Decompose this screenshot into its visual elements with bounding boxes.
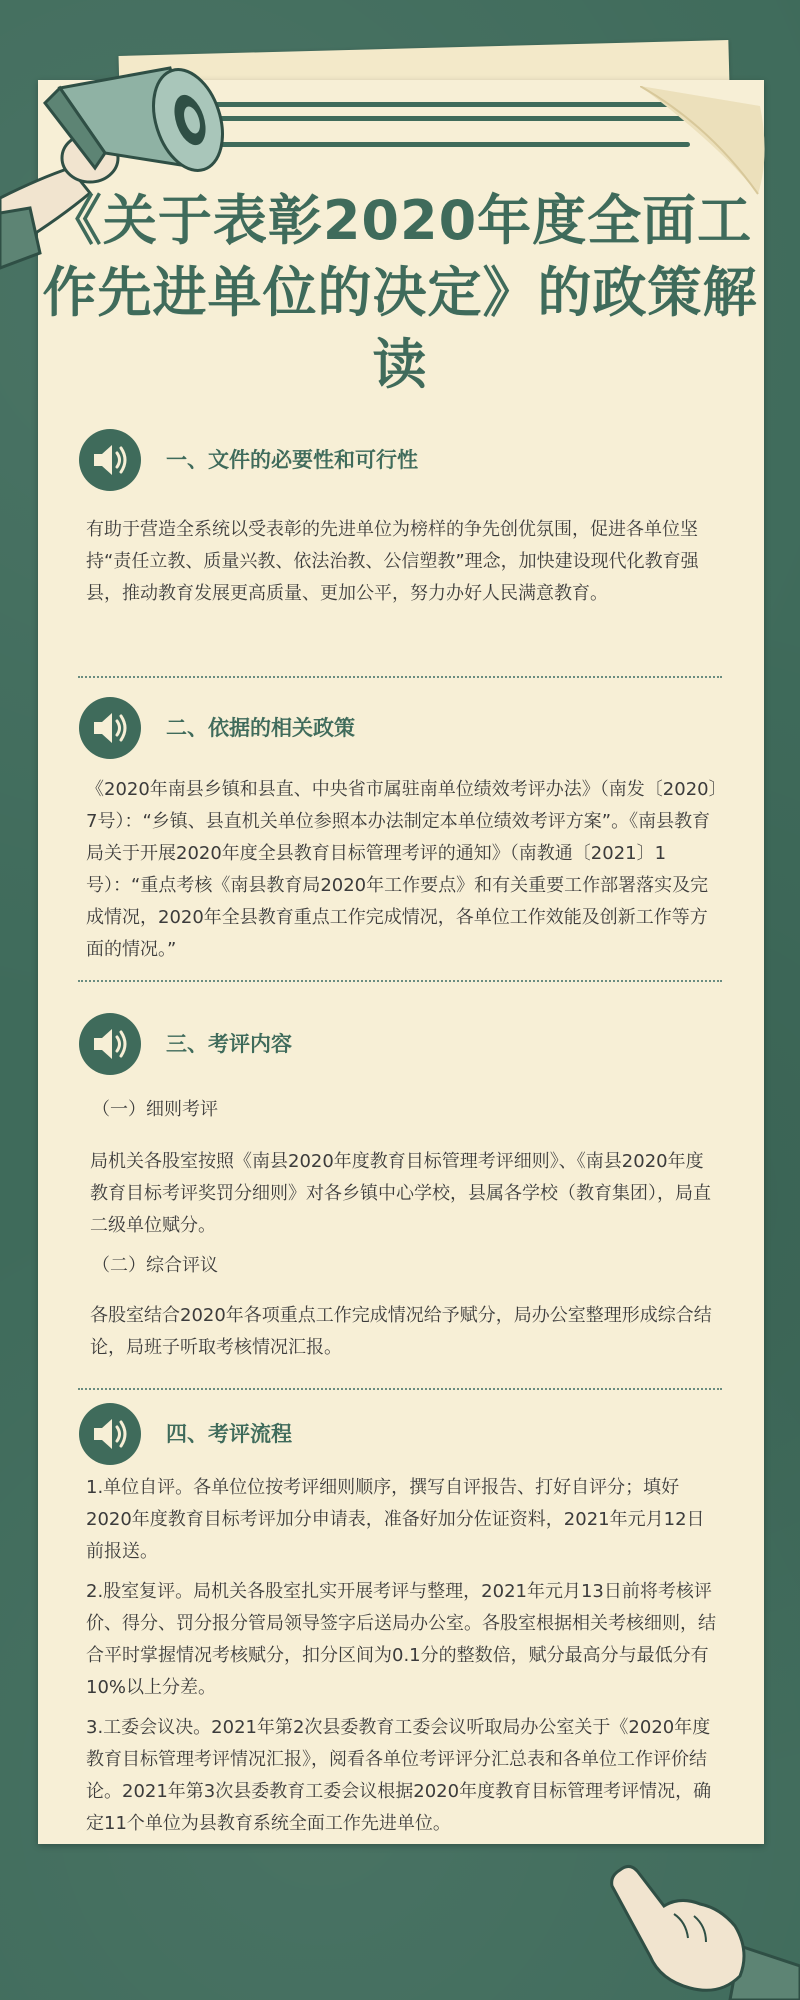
- process-step: 3.工委会议决。2021年第2次县委教育工委会议听取局办公室关于《2020年度教育目标管理考评情况汇报》，阅看各单位考评评分汇总表和各单位工作评价结论。2021年第3次县委教育工委会议根据2020年度教育目标管理考评情况，确定11个单位为县教育系统全面工作先进单位。: [86, 1717, 712, 1834]
- speaker-icon: [78, 696, 142, 760]
- dotted-divider: [78, 676, 722, 678]
- subsection-title: （二）综合评议: [92, 1255, 218, 1276]
- section-header-4: [78, 1402, 718, 1466]
- dotted-divider: [78, 1388, 722, 1390]
- page-curl-icon: [640, 86, 770, 196]
- section-title: 三、考评内容: [166, 1032, 292, 1056]
- process-step: 1.单位自评。各单位位按考评细则顺序，撰写自评报告、打好自评分；填好2020年度教育目标考评加分申请表，准备好加分佐证资料，2021年元月12日前报送。: [86, 1477, 705, 1562]
- speaker-icon: [78, 1012, 142, 1076]
- section-header-2: [78, 696, 718, 760]
- subsection-title: （一）细则考评: [92, 1099, 218, 1120]
- page-title: 《关于表彰2020年度全面工作先进单位的决定》的政策解读: [42, 189, 758, 396]
- subsection-paragraph: 各股室结合2020年各项重点工作完成情况给予赋分，局办公室整理形成综合结论，局班子听取考核情况汇报。: [90, 1305, 712, 1358]
- section-header-1: [78, 428, 718, 492]
- section-header-3: [78, 1012, 718, 1076]
- section-title: 二、依据的相关政策: [166, 716, 355, 740]
- dotted-divider: [78, 980, 722, 982]
- pointing-hand-icon: [590, 1856, 800, 2000]
- section-title: 一、文件的必要性和可行性: [166, 448, 418, 472]
- subsection-paragraph: 局机关各股室按照《南县2020年度教育目标管理考评细则》、《南县2020年度教育目标考评奖罚分细则》对各乡镇中心学校，县属各学校（教育集团），局直二级单位赋分。: [90, 1151, 711, 1236]
- decorative-line: [210, 142, 690, 147]
- process-step: 2.股室复评。局机关各股室扎实开展考评与整理，2021年元月13日前将考核评价、得分、罚分报分管局领导签字后送局办公室。各股室根据相关考核细则，结合平时掌握情况考核赋分，扣分区间为0.1分的整数倍，赋分最高分与最低分有10%以上分差。: [86, 1581, 716, 1698]
- section-paragraph: 《2020年南县乡镇和县直、中央省市属驻南单位绩效考评办法》（南发〔2020〕7号）：“乡镇、县直机关单位参照本办法制定本单位绩效考评方案”。《南县教育局关于开展2020年度全县教育目标管理考评的通知》（南教通〔2021〕1号）：“重点考核《南县教育局2020年工作要点》和有关重要工作部署落实及完成情况，2020年全县教育重点工作完成情况，各单位工作效能及创新工作等方面的情况。”: [86, 779, 718, 960]
- speaker-icon: [78, 428, 142, 492]
- section-title: 四、考评流程: [166, 1422, 292, 1446]
- section-paragraph: 有助于营造全系统以受表彰的先进单位为榜样的争先创优氛围，促进各单位坚持“责任立教、质量兴教、依法治教、公信塑教”理念，加快建设现代化教育强县，推动教育发展更高质量、更加公平，努力办好人民满意教育。: [86, 519, 699, 604]
- speaker-icon: [78, 1402, 142, 1466]
